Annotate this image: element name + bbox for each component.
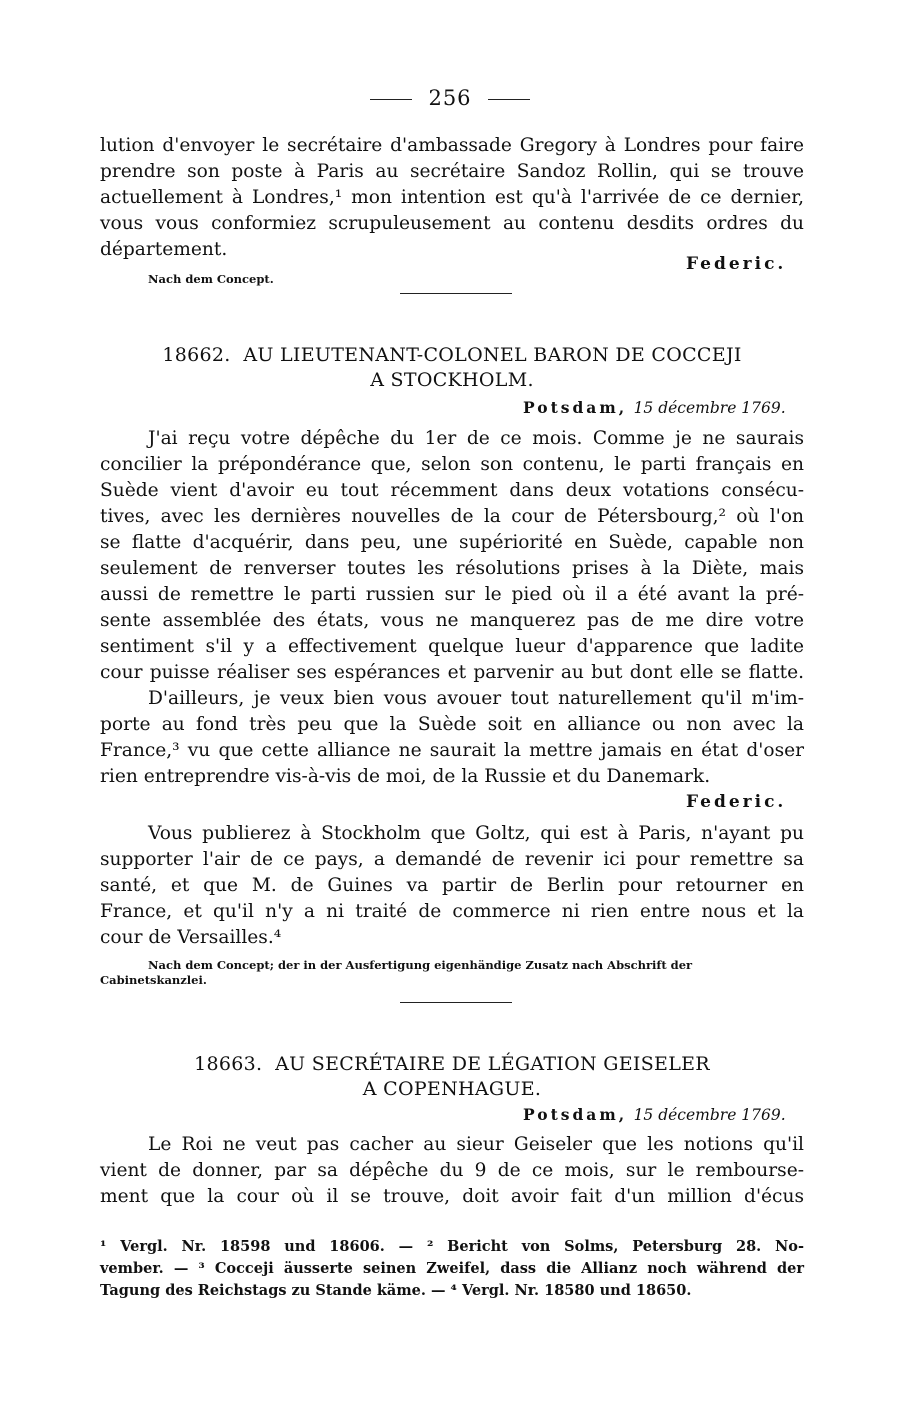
dash-right <box>488 99 530 100</box>
text-line: Vous publierez à Stockholm que Goltz, qui est à Paris, n'ayant pu <box>148 823 804 844</box>
source-note: Nach dem Concept. <box>148 272 274 286</box>
text-line: France, et qu'il n'y a ni traité de commerce ni rien entre nous et la <box>100 901 804 922</box>
continuation-paragraph <box>100 133 804 263</box>
letter-heading <box>100 343 804 393</box>
text-line: Suède vient d'avoir eu tout récemment dans deux votations consécu- <box>100 480 804 501</box>
text-line: supporter l'air de ce pays, a demandé de revenir ici pour remettre sa <box>100 849 804 870</box>
text-line: actuellement à Londres,¹ mon intention est qu'à l'arrivée de ce dernier, <box>100 187 804 208</box>
text-line: lution d'envoyer le secrétaire d'ambassade Gregory à Londres pour faire <box>100 135 804 156</box>
footnote-line: Tagung des Reichstags zu Stande käme. — ⁴ Vergl. Nr. 18580 und 18650. <box>100 1282 692 1299</box>
letter-number: 18663. <box>194 1053 263 1075</box>
dateline <box>523 1105 786 1124</box>
letter-destination: A COPENHAGUE. <box>362 1078 542 1100</box>
text-line: département. <box>100 239 228 260</box>
text-line: aussi de remettre le parti russien sur le pied où il a été avant la pré- <box>100 584 804 605</box>
date-place: Potsdam, <box>523 398 628 417</box>
signature: Federic. <box>686 792 787 812</box>
footnote-line: ¹ Vergl. Nr. 18598 und 18606. — ² Bericht von Solms, Petersburg 28. No- <box>100 1238 804 1255</box>
text-line: santé, et que M. de Guines va partir de Berlin pour retourner en <box>100 875 804 896</box>
dateline <box>523 398 786 417</box>
text-line: seulement de renverser toutes les résolutions prises à la Diète, mais <box>100 558 804 579</box>
text-line: cour de Versailles.⁴ <box>100 927 282 948</box>
text-line: vous vous conformiez scrupuleusement au contenu desdits ordres du <box>100 213 804 234</box>
text-line: prendre son poste à Paris au secrétaire Sandoz Rollin, qui se trouve <box>100 161 804 182</box>
letter-addressee: AU LIEUTENANT-COLONEL BARON DE COCCEJI <box>243 344 742 366</box>
text-line: France,³ vu que cette alliance ne saurait la mettre jamais en état d'oser <box>100 740 804 761</box>
text-line: Le Roi ne veut pas cacher au sieur Geiseler que les notions qu'il <box>148 1134 804 1155</box>
dash-left <box>370 99 412 100</box>
letter-number: 18662. <box>162 344 231 366</box>
page-number: 256 <box>0 86 900 110</box>
letter-heading <box>100 1052 804 1102</box>
footnote-line: vember. — ³ Cocceji äusserte seinen Zweifel, dass die Allianz noch während der <box>100 1260 804 1277</box>
letter-destination: A STOCKHOLM. <box>370 369 534 391</box>
text-line: vient de donner, par sa dépêche du 9 de ce mois, sur le rembourse- <box>100 1160 804 1181</box>
text-line: cour puisse réaliser ses espérances et parvenir au but dont elle se flatte. <box>100 662 804 683</box>
section-divider <box>400 1002 512 1003</box>
postscript-paragraph <box>100 821 804 951</box>
source-note: Nach dem Concept; der in der Ausfertigung eigenhändige Zusatz nach Abschrift der <box>148 958 693 972</box>
letter-addressee: AU SECRÉTAIRE DE LÉGATION GEISELER <box>275 1053 710 1075</box>
text-line: sente assemblée des états, vous ne manquerez pas de me dire votre <box>100 610 804 631</box>
text-line: J'ai reçu votre dépêche du 1er de ce mois. Comme je ne saurais <box>148 428 804 449</box>
text-line: rien entreprendre vis-à-vis de moi, de la Russie et du Danemark. <box>100 766 711 787</box>
letter-paragraph <box>100 426 804 790</box>
text-line: sentiment s'il y a effectivement quelque lueur d'apparence que ladite <box>100 636 804 657</box>
text-line: concilier la prépondérance que, selon son contenu, le parti français en <box>100 454 804 475</box>
source-note-continued: Cabinetskanzlei. <box>100 973 207 987</box>
text-line: tives, avec les dernières nouvelles de la cour de Pétersbourg,² où l'on <box>100 506 804 527</box>
text-line: se flatte d'acquérir, dans peu, une supériorité en Suède, capable non <box>100 532 804 553</box>
text-line: ment que la cour où il se trouve, doit avoir fait d'un million d'écus <box>100 1186 804 1207</box>
date-value: 15 décembre 1769. <box>633 399 786 417</box>
text-line: porte au fond très peu que la Suède soit en alliance ou non avec la <box>100 714 804 735</box>
signature: Federic. <box>686 254 787 274</box>
footnotes <box>100 1236 804 1302</box>
date-place: Potsdam, <box>523 1105 628 1124</box>
letter-paragraph <box>100 1132 804 1210</box>
text-line: D'ailleurs, je veux bien vous avouer tout naturellement qu'il m'im- <box>148 688 804 709</box>
date-value: 15 décembre 1769. <box>633 1106 786 1124</box>
section-divider <box>400 293 512 294</box>
